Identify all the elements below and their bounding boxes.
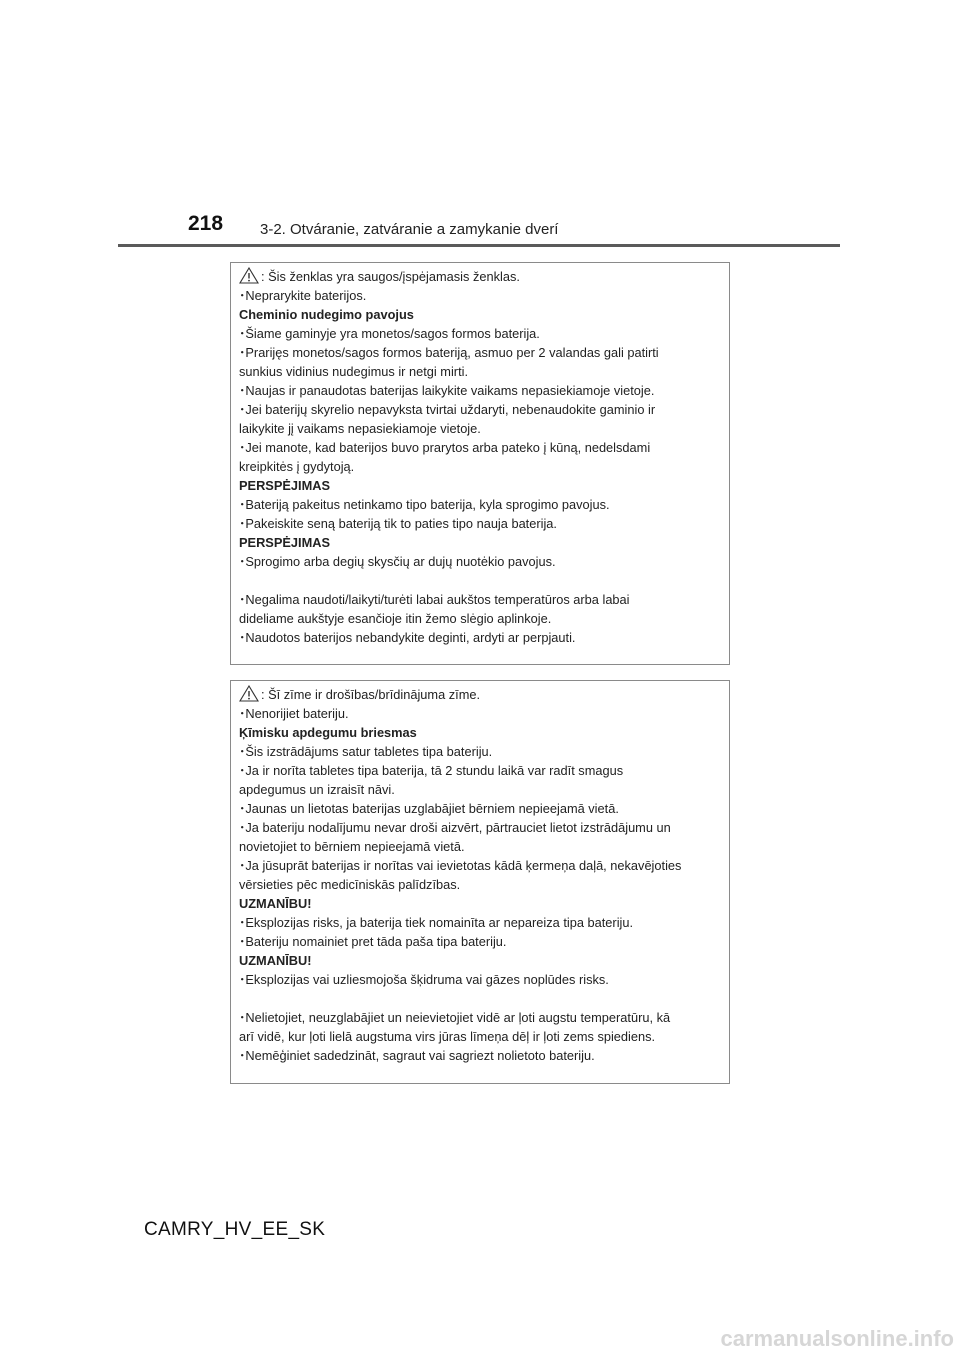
blank-line <box>239 571 721 590</box>
warning-subheading: UZMANĪBU! <box>239 953 312 968</box>
warning-text-line: ･Jei manote, kad baterijos buvo prarytos arba pateko į kūną, nedelsdami <box>239 440 651 455</box>
blank-line <box>239 989 721 1008</box>
warning-box-lithuanian <box>230 262 730 665</box>
warning-text-line: ･Nelietojiet, neuzglabājiet un neievietojiet vidē ar ļoti augstu temperatūru, kā <box>239 1010 671 1025</box>
header-rule <box>118 244 840 247</box>
warning-text-line: ･Bateriju nomainiet pret tāda paša tipa bateriju. <box>239 934 507 949</box>
warning-text-line: dideliame aukštyje esančioje itin žemo slėgio aplinkoje. <box>239 611 552 626</box>
warning-text-line: laikykite jį vaikams nepasiekiamoje vietoje. <box>239 421 481 436</box>
warning-text-line: arī vidē, kur ļoti lielā augstuma virs jūras līmeņa dēļ ir ļoti zems spiediens. <box>239 1029 656 1044</box>
warning-text-line: ･Neprarykite baterijos. <box>239 288 367 303</box>
warning-text-line: ･Ja ir norīta tabletes tipa baterija, tā 2 stundu laikā var radīt smagus <box>239 763 624 778</box>
warning-text-line: ･Naudotos baterijos nebandykite deginti, ardyti ar perpjauti. <box>239 630 576 645</box>
caution-triangle-icon <box>239 685 259 702</box>
warning-text-line: ･Sprogimo arba degių skysčių ar dujų nuotėkio pavojus. <box>239 554 556 569</box>
warning-text-line: vērsieties pēc medicīniskās palīdzības. <box>239 877 461 892</box>
warning-text-line: novietojiet to bērniem nepieejamā vietā. <box>239 839 465 854</box>
caution-heading-text: : Šī zīme ir drošības/brīdinājuma zīme. <box>261 687 481 702</box>
warning-text-line: ･Ja bateriju nodalījumu nevar droši aizvērt, pārtrauciet lietot izstrādājumu un <box>239 820 671 835</box>
warning-text-line: ･Bateriją pakeitus netinkamo tipo baterija, kyla sprogimo pavojus. <box>239 497 610 512</box>
caution-heading <box>239 685 721 704</box>
warning-text-line: ･Šis izstrādājums satur tabletes tipa bateriju. <box>239 744 493 759</box>
warning-subheading: Ķīmisku apdegumu briesmas <box>239 725 417 740</box>
page-number: 218 <box>188 212 224 235</box>
caution-heading <box>239 267 721 286</box>
footer-model-code: CAMRY_HV_EE_SK <box>144 1219 326 1240</box>
warning-text-line: ･Šiame gaminyje yra monetos/sagos formos baterija. <box>239 326 540 341</box>
warning-text-line: ･Naujas ir panaudotas baterijas laikykite vaikams nepasiekiamoje vietoje. <box>239 383 655 398</box>
warning-subheading: UZMANĪBU! <box>239 896 312 911</box>
warning-text-line: ･Nemēģiniet sadedzināt, sagraut vai sagriezt nolietoto bateriju. <box>239 1048 595 1063</box>
warning-subheading: Cheminio nudegimo pavojus <box>239 307 414 322</box>
caution-heading-text: : Šis ženklas yra saugos/įspėjamasis ženklas. <box>261 269 520 284</box>
warning-text-line: apdegumus un izraisīt nāvi. <box>239 782 395 797</box>
warning-text-line: ･Pakeiskite seną bateriją tik to paties tipo nauja baterija. <box>239 516 557 531</box>
warning-text-line: ･Eksplozijas vai uzliesmojoša šķidruma vai gāzes noplūdes risks. <box>239 972 609 987</box>
warning-text-line: ･Ja jūsuprāt baterijas ir norītas vai ievietotas kādā ķermeņa daļā, nekavējoties <box>239 858 682 873</box>
warning-text-line: ･Negalima naudoti/laikyti/turėti labai aukštos temperatūros arba labai <box>239 592 630 607</box>
warning-text-line: kreipkitės į gydytoją. <box>239 459 355 474</box>
warning-subheading: PERSPĖJIMAS <box>239 478 331 493</box>
warning-text-line: ･Jaunas un lietotas baterijas uzglabājiet bērniem nepieejamā vietā. <box>239 801 619 816</box>
caution-triangle-icon <box>239 267 259 284</box>
warning-box-latvian <box>230 680 730 1084</box>
warning-text-line: sunkius vidinius nudegimus ir netgi mirti. <box>239 364 469 379</box>
section-title: 3-2. Otváranie, zatváranie a zamykanie dverí <box>260 221 559 238</box>
warning-text-line: ･Jei baterijų skyrelio nepavyksta tvirtai uždaryti, nebenaudokite gaminio ir <box>239 402 656 417</box>
warning-text-line: ･Eksplozijas risks, ja baterija tiek nomainīta ar nepareiza tipa bateriju. <box>239 915 634 930</box>
watermark: carmanualsonline.info <box>720 1326 954 1351</box>
warning-text-line: ･Nenorijiet bateriju. <box>239 706 349 721</box>
warning-text-line: ･Prarijęs monetos/sagos formos bateriją, asmuo per 2 valandas gali patirti <box>239 345 659 360</box>
warning-subheading: PERSPĖJIMAS <box>239 535 331 550</box>
